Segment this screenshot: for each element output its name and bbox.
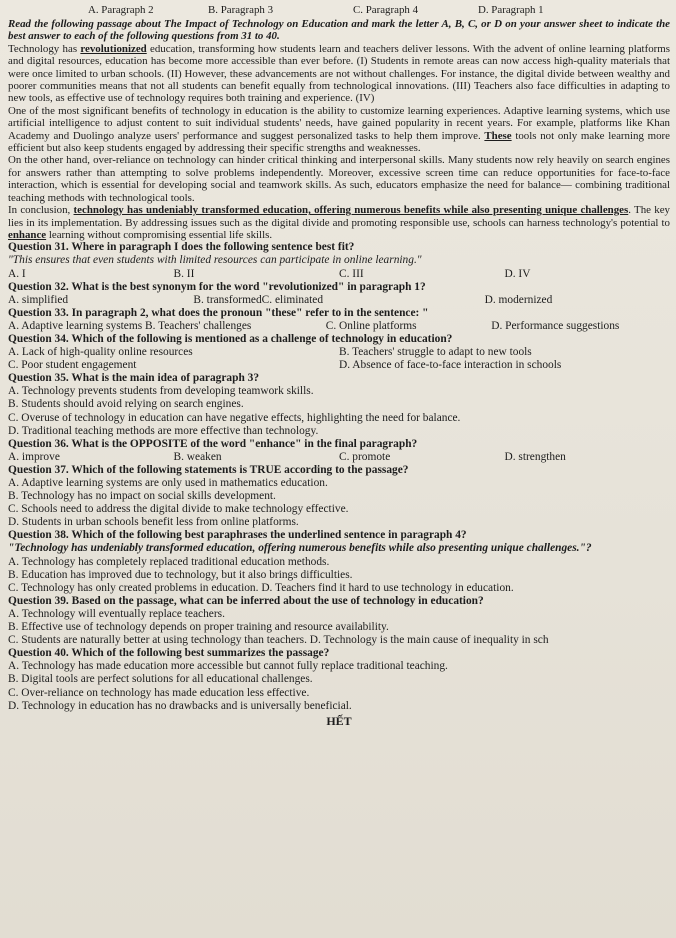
- option-b-c[interactable]: B. transformedC. eliminated: [193, 293, 324, 306]
- option-a[interactable]: A. I: [8, 267, 26, 280]
- question-stem: Question 32. What is the best synonym for the word "revolutionized" in paragraph 1?: [8, 280, 426, 293]
- option-b[interactable]: B. Effective use of technology depends on proper training and resource availability.: [8, 621, 389, 634]
- underlined-sentence: technology has undeniably transformed education, offering numerous benefits while also presenting unique challenges: [73, 204, 629, 217]
- option-b[interactable]: B. weaken: [173, 450, 222, 463]
- option-a[interactable]: A. Technology prevents students from developing teamwork skills.: [8, 385, 314, 398]
- question-stem: Question 40. Which of the following best summarizes the passage?: [8, 647, 330, 660]
- option-c[interactable]: C. Online platforms: [325, 319, 417, 332]
- option-a[interactable]: A. Technology has completely replaced traditional education methods.: [8, 555, 330, 568]
- question-40: [8, 647, 670, 712]
- underlined-word-enhance: enhance: [8, 228, 47, 241]
- question-stem: Question 38. Which of the following best paraphrases the underlined sentence in paragraph 4?: [8, 529, 467, 542]
- option-b[interactable]: B. Technology has no impact on social skills development.: [8, 490, 276, 503]
- end-mark: HẾT: [326, 713, 352, 728]
- question-quote: "This ensures that even students with limited resources can participate in online learning.": [8, 254, 422, 267]
- option-c-d[interactable]: C. Students are naturally better at using technology than teachers. D. Technology is the main cause of inequality in sch: [8, 634, 549, 647]
- option-a[interactable]: A. Lack of high-quality online resources: [8, 346, 193, 359]
- option-c[interactable]: C. promote: [339, 450, 391, 463]
- question-stem: Question 36. What is the OPPOSITE of the word "enhance" in the final paragraph?: [8, 437, 418, 450]
- question-stem: Question 33. In paragraph 2, what does the pronoun "these" refer to in the sentence: ": [8, 306, 429, 319]
- option-d[interactable]: D. strengthen: [504, 450, 566, 463]
- answer-options: [8, 451, 670, 464]
- answer-options-row-1: [8, 346, 670, 359]
- question-stem: Question 34. Which of the following is mentioned as a challenge of technology in education?: [8, 332, 453, 345]
- question-stem: Question 39. Based on the passage, what can be inferred about the use of technology in education?: [8, 594, 484, 607]
- option-d[interactable]: D. Paragraph 1: [478, 4, 544, 16]
- option-a-b[interactable]: A. Adaptive learning systems B. Teachers' challenges: [8, 319, 252, 332]
- option-a[interactable]: A. Paragraph 2: [88, 4, 154, 16]
- underlined-word-revolutionized: revolutionized: [80, 42, 147, 55]
- option-a[interactable]: A. Adaptive learning systems are only used in mathematics education.: [8, 477, 328, 489]
- option-c-d[interactable]: C. Technology has only created problems in education. D. Teachers find it hard to use technology in education.: [8, 581, 514, 594]
- option-b[interactable]: B. Digital tools are perfect solutions for all educational challenges.: [8, 673, 313, 686]
- paragraph-2: One of the most significant benefits of technology in education is the ability to customize learning experiences. Adaptive learning systems, which use artificial intelligence to adjust content to suit individual students' needs, have gained popularity in recent years. For example, platforms like Khan Academy and Duolingo analyze users' performance and suggest personalized tasks to help them improve. These tools not only make learning more efficient but also keep students engaged by addressing their specific strengths and weaknesses.: [8, 104, 670, 155]
- paragraph-3: On the other hand, over-reliance on technology can hinder critical thinking and interpersonal skills. Many students now rely heavily on search engines for answers rather than attempting to solve problems independently. Moreover, excessive screen time can reduce opportunities for face-to-face interaction, which is essential for developing social and teamwork skills. As such, educators emphasize the need for balance— combining traditional teaching methods with technological tools.: [8, 154, 670, 204]
- option-c[interactable]: C. Overuse of technology in education can have negative effects, highlighting the need for balance.: [8, 411, 461, 424]
- question-34: [8, 333, 670, 372]
- option-d[interactable]: D. Performance suggestions: [491, 319, 620, 332]
- option-a[interactable]: A. Technology has made education more accessible but cannot fully replace traditional teaching.: [8, 660, 448, 673]
- question-37: [8, 464, 670, 529]
- option-b[interactable]: B. Students should avoid relying on search engines.: [8, 398, 244, 411]
- question-39: [8, 595, 670, 647]
- option-a[interactable]: A. simplified: [8, 293, 69, 306]
- instructions: Read the following passage about The Impact of Technology on Education and mark the letter A, B, C, or D on your answer sheet to indicate the best answer to each of the following questions from 31 to 40.: [8, 18, 670, 43]
- answer-options: [8, 320, 670, 333]
- option-c[interactable]: C. III: [339, 267, 364, 280]
- option-d[interactable]: D. modernized: [484, 293, 553, 306]
- option-b[interactable]: B. Paragraph 3: [208, 4, 274, 16]
- option-b[interactable]: B. Education has improved due to technology, but it also brings difficulties.: [8, 568, 353, 581]
- question-32: [8, 281, 670, 307]
- option-a[interactable]: A. Technology will eventually replace teachers.: [8, 607, 225, 620]
- question-stem: Question 31. Where in paragraph I does the following sentence best fit?: [8, 241, 355, 254]
- answer-options-row-2: [8, 359, 670, 372]
- answer-options: [8, 294, 670, 307]
- option-c[interactable]: C. Paragraph 4: [353, 4, 419, 16]
- option-c[interactable]: C. Over-reliance on technology has made education less effective.: [8, 686, 310, 699]
- question-36: [8, 438, 670, 464]
- question-35: [8, 372, 670, 437]
- question-quote: "Technology has undeniably transformed education, offering numerous benefits while also presenting unique challenges."?: [8, 542, 592, 555]
- option-b[interactable]: B. II: [173, 267, 195, 280]
- question-stem: Question 35. What is the main idea of paragraph 3?: [8, 372, 260, 385]
- underlined-word-these: These: [484, 129, 512, 142]
- option-d[interactable]: D. Students in urban schools benefit less from online platforms.: [8, 516, 299, 529]
- option-d[interactable]: D. Technology in education has no drawbacks and is universally beneficial.: [8, 699, 352, 712]
- paragraph-1: Technology has revolutionized education, transforming how students learn and teachers deliver lessons. With the advent of online learning platforms and digital resources, education has become more accessible than ever before. (I) Students in remote areas can now access high-quality materials that were once limited to urban schools. (II) However, these advancements are not without challenges. For instance, the digital divide between wealthy and poorer communities means that not all students can benefit equally from technological innovations. (III) Teachers also face difficulties in adapting to new tools, as effective use of technology requires both training and experience. (IV): [8, 42, 670, 105]
- question-31: [8, 241, 670, 280]
- option-c[interactable]: C. Poor student engagement: [8, 359, 137, 372]
- previous-question-options: [8, 4, 670, 18]
- option-c[interactable]: C. Schools need to address the digital divide to make technology effective.: [8, 503, 349, 516]
- paragraph-4: In conclusion, technology has undeniably transformed education, offering numerous benefits while also presenting unique challenges. The key lies in its implementation. By addressing issues such as the digital divide and promoting responsible use, schools can harness technology's potential to enhance learning without compromising essential life skills.: [8, 204, 670, 241]
- option-d[interactable]: D. Traditional teaching methods are more effective than technology.: [8, 424, 319, 437]
- question-33: [8, 307, 670, 333]
- reading-passage: [8, 18, 670, 241]
- option-a[interactable]: A. improve: [8, 450, 60, 463]
- option-d[interactable]: D. IV: [504, 267, 531, 280]
- question-38: [8, 529, 670, 594]
- option-b[interactable]: B. Teachers' struggle to adapt to new tools: [339, 346, 532, 359]
- option-d[interactable]: D. Absence of face-to-face interaction in schools: [339, 359, 562, 372]
- answer-options: [8, 268, 670, 281]
- question-stem: Question 37. Which of the following statements is TRUE according to the passage?: [8, 463, 409, 476]
